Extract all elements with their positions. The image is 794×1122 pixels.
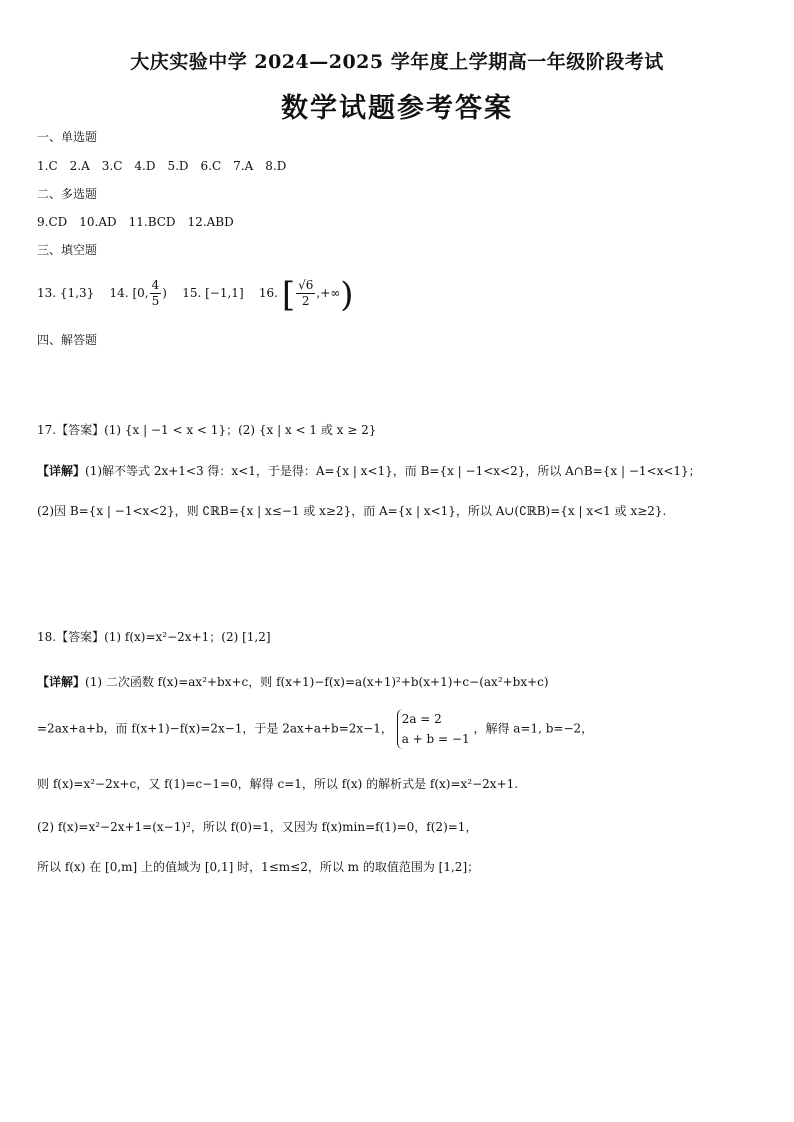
q18-system-bottom: a + b = −1 [401,732,470,746]
q18-detail-line-3: 则 f(x)=x²−2x+c，又 f(1)=c−1=0，解得 c=1，所以 f(x) 的解析式是 f(x)=x²−2x+1. [37,777,519,791]
q16-denominator: 2 [301,294,310,308]
q15-answer: [−1,1] [205,286,244,300]
q14-label: 14. [109,286,129,300]
q16-right-paren: ) [340,275,354,315]
q17-answer-label: 17.【答案】 [37,423,105,437]
q13-answer: {1,3} [59,286,95,300]
q18-answer-text: (1) f(x)=x²−2x+1；(2) [1,2] [104,630,271,644]
q16-fraction [296,278,315,309]
fill-blank-answers [37,275,354,315]
q18-detail-line-4: (2) f(x)=x²−2x+1=(x−1)²，所以 f(0)=1，又因为 f(x)min=f(1)=0，f(2)=1， [37,820,478,834]
q13-label: 13. [37,286,57,300]
q18-detail-line-1 [37,673,549,690]
q16-numerator: √6 [298,278,314,292]
multi-choice-answers: 9.CD 10.AD 11.BCD 12.ABD [37,215,234,229]
section-heading-multi-choice: 二、多选题 [37,187,98,201]
q18-detail-label: 【详解】 [37,675,86,689]
q14-denominator: 5 [151,294,160,308]
single-choice-answers: 1.C 2.A 3.C 4.D 5.D 6.C 7.A 8.D [37,159,287,173]
section-heading-fill-blank: 三、填空题 [37,243,98,257]
q14-fraction [150,278,162,309]
document-title: 数学试题参考答案 [281,93,513,124]
section-heading-single-choice: 一、单选题 [37,130,98,144]
q18-answer-line [37,628,271,645]
q18-equation-system [397,709,470,749]
q18-answer-label: 18.【答案】 [37,630,105,644]
q17-detail-line-2: (2)因 B={x | −1<x<2}，则 ∁ℝB={x | x≤−1 或 x≥2}，而 A={x | x<1}，所以 A∪(∁ℝB)={x | x<1 或 x≥2}. [37,504,667,518]
q18-detail-line-5: 所以 f(x) 在 [0,m] 上的值域为 [0,1] 时，1≤m≤2，所以 m 的取值范围为 [1,2]； [37,860,480,874]
q14-close: ) [162,286,167,300]
q14-numerator: 4 [151,278,160,292]
q16-left-bracket: [ [281,275,296,315]
q17-detail-label: 【详解】 [37,464,86,478]
q17-detail-line-1 [37,462,701,479]
section-heading-solutions: 四、解答题 [37,333,98,347]
q16-tail: ,+∞ [316,286,341,300]
q14-open: [0, [132,286,149,300]
q15-label: 15. [182,286,202,300]
exam-title: 大庆实验中学 2024—2025 学年度上学期高一年级阶段考试 [130,51,664,73]
q17-answer-line [37,421,376,438]
q18-detail-line-2 [37,709,593,749]
q18-detail-text-2a: =2ax+a+b，而 f(x+1)−f(x)=2x−1，于是 2ax+a+b=2x−1， [37,721,393,736]
q17-detail-text-1: (1)解不等式 2x+1<3 得：x<1，于是得：A={x | x<1}，而 B={x | −1<x<2}，所以 A∩B={x | −1<x<1}； [85,464,701,478]
q16-label: 16. [258,286,278,300]
q18-detail-text-1: (1) 二次函数 f(x)=ax²+bx+c，则 f(x+1)−f(x)=a(x+1)²+b(x+1)+c−(ax²+bx+c) [85,675,549,689]
q18-system-top: 2a = 2 [401,712,442,726]
q17-answer-text: (1) {x | −1 < x < 1}；(2) {x | x < 1 或 x ≥ 2} [104,423,377,437]
q18-detail-text-2b: ，解得 a=1, b=−2， [473,721,594,736]
